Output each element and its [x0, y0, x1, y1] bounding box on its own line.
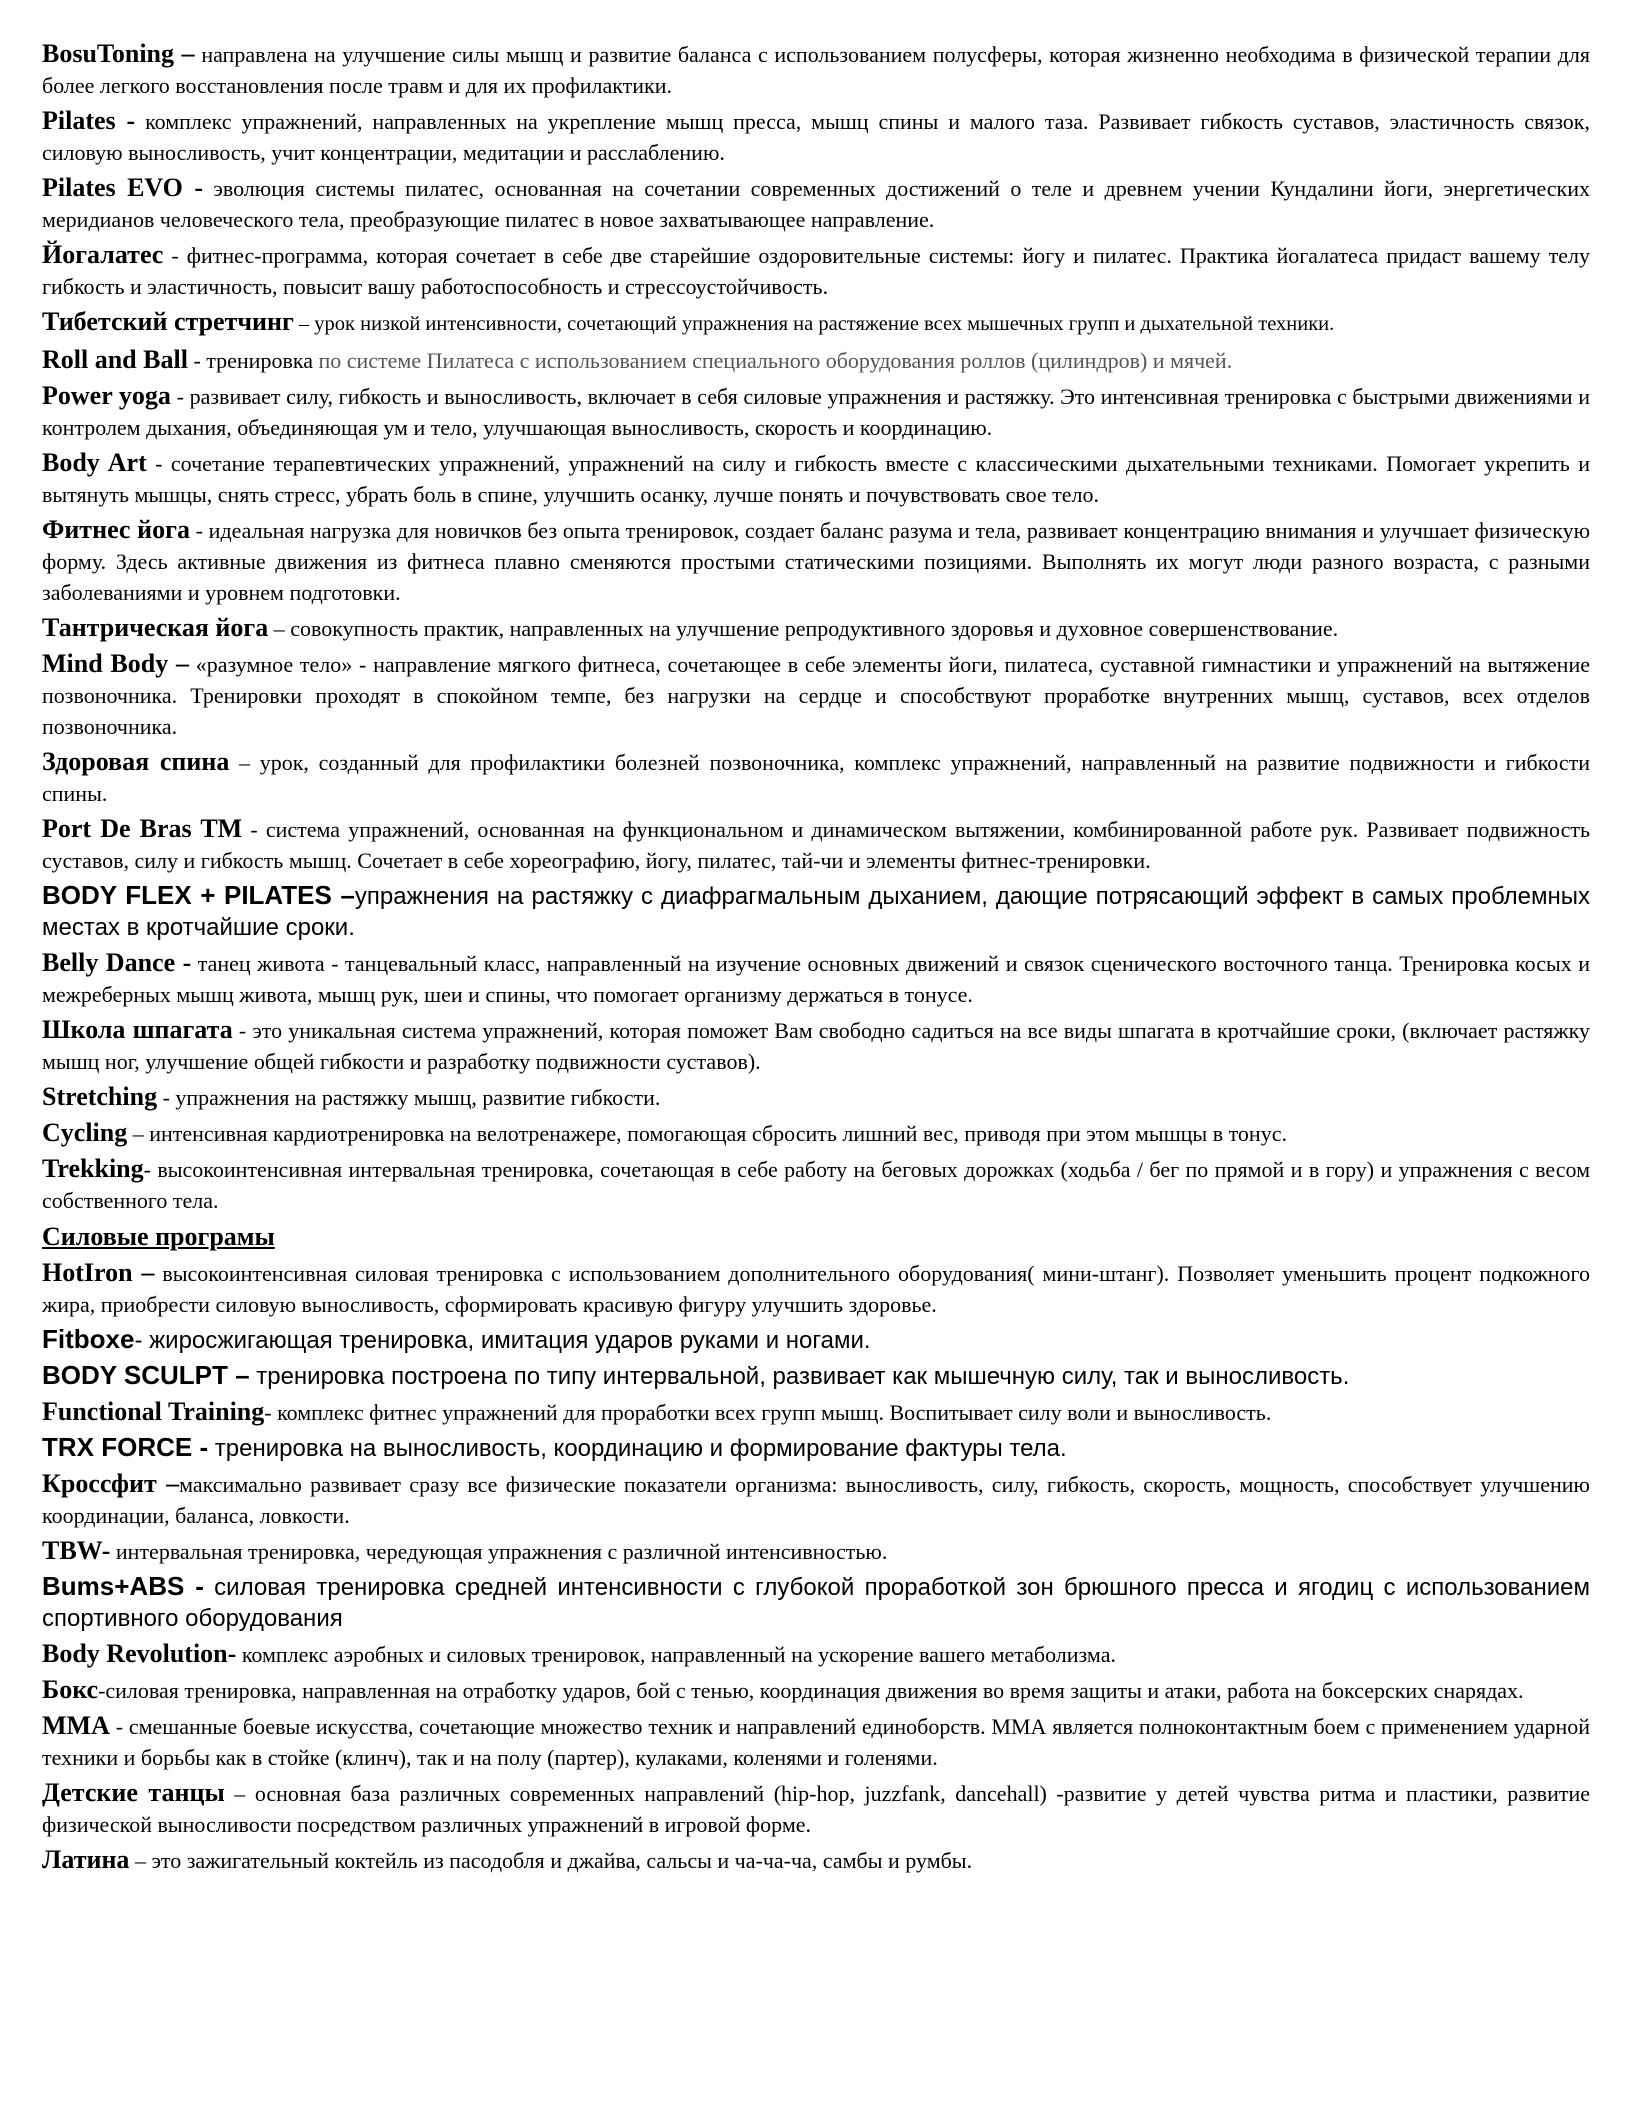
- entry-description: направлена на улучшение силы мышц и развитие баланса с использованием полусферы, которая жизненно необходима в физической терапии для более легкого восстановления после травм и для их профилактики.: [42, 42, 1590, 98]
- entry-trx-force: [42, 1432, 1590, 1464]
- entry-term: Fitboxe: [42, 1324, 135, 1354]
- entry-latina: [42, 1844, 1590, 1876]
- entry-bums-abs: [42, 1571, 1590, 1634]
- entry-fitness-yoga: [42, 514, 1590, 608]
- entry-term: Trekking: [42, 1154, 144, 1183]
- entry-term: HotIron –: [42, 1258, 155, 1287]
- entry-belly-dance: [42, 947, 1590, 1010]
- entry-term: Cycling: [42, 1118, 128, 1147]
- entry-description: - развивает силу, гибкость и выносливость, включает в себя силовые упражнения и растяжку. Это интенсивная тренировка с быстрыми движениями и контролем дыхания, объединяющая ум и тело, улучшающая выносливость, скорость и координацию.: [42, 384, 1590, 440]
- entry-fitboxe: [42, 1324, 1590, 1356]
- entry-term: Pilates -: [42, 106, 136, 135]
- entry-description: - это уникальная система упражнений, которая поможет Вам свободно садиться на все виды шпагата в кротчайшие сроки, (включает растяжку мышц ног, улучшение общей гибкости и разработку подвижности суставов).: [42, 1018, 1590, 1074]
- entry-term: BODY FLEX + PILATES –: [42, 880, 355, 910]
- entry-term: TRX FORCE -: [42, 1432, 209, 1462]
- entry-description: - смешанные боевые искусства, сочетающие множество техник и направлений единоборств. ММА является полноконтактным боем с применением ударной техники и борьбы как в стойке (клинч), так и на полу (партер), кулаками, коленями и голенями.: [42, 1714, 1590, 1770]
- entry-tibetan-stretching: [42, 306, 1590, 340]
- entry-term: ММА: [42, 1711, 110, 1740]
- entry-description: тренировка на выносливость, координацию и формирование фактуры тела.: [208, 1435, 1067, 1462]
- entry-term: Бокс: [42, 1675, 99, 1704]
- entry-power-yoga: [42, 380, 1590, 443]
- entry-term: Roll and Ball: [42, 345, 188, 374]
- entry-term: Port De Bras TM: [42, 814, 243, 843]
- entry-term: Йогалатес: [42, 240, 164, 269]
- entry-term: Stretching: [42, 1082, 158, 1111]
- entry-description-continued: по системе Пилатеса с использованием специального оборудования роллов (цилиндров) и мячей.: [318, 348, 1233, 373]
- entry-description: - тренировка: [187, 348, 319, 373]
- entry-body-sculpt: [42, 1360, 1590, 1392]
- entry-term: Bums+ABS -: [42, 1571, 204, 1601]
- entry-mma: [42, 1710, 1590, 1773]
- entry-split-school: [42, 1014, 1590, 1077]
- entry-term: Body Revolution-: [42, 1639, 237, 1668]
- entry-description: эволюция системы пилатес, основанная на сочетании современных достижений о теле и древнем учении Кундалини йоги, энергетических меридианов человеческого тела, преобразующие пилатес в новое захватывающее направление.: [42, 176, 1590, 232]
- entry-description: -силовая тренировка, направленная на отработку ударов, бой с тенью, координация движения во время защиты и атаки, работа на боксерских снарядах.: [98, 1678, 1524, 1703]
- entry-description: силовая тренировка средней интенсивности с глубокой проработкой зон брюшного пресса и ягодиц с использованием спортивного оборудования: [42, 1574, 1590, 1632]
- entry-description: высокоинтенсивная силовая тренировка с использованием дополнительного оборудования( мини-штанг). Позволяет уменьшить процент подкожного жира, приобрести силовую выносливость, сформировать красивую фигуру улучшить здоровье.: [42, 1261, 1590, 1317]
- entry-functional-training: [42, 1396, 1590, 1428]
- entry-body-revolution: [42, 1638, 1590, 1670]
- entry-term: Functional Training: [42, 1397, 265, 1426]
- entry-kids-dance: [42, 1777, 1590, 1840]
- entry-yogalates: [42, 239, 1590, 302]
- entry-description: - фитнес-программа, которая сочетает в себе две старейшие оздоровительные системы: йогу и пилатес. Практика йогалатеса придаст вашему телу гибкость и эластичность, повысит вашу работоспособность и стрессоустойчивость.: [42, 243, 1590, 299]
- entry-pilates-evo: [42, 172, 1590, 235]
- entry-term: Power yoga: [42, 381, 171, 410]
- entry-term: Тантрическая йога: [42, 613, 269, 642]
- entry-stretching: [42, 1081, 1590, 1113]
- entry-term: Кроссфит –: [42, 1469, 180, 1498]
- entry-description: – основная база различных современных направлений (hip-hop, juzzfank, dancehall) -развитие у детей чувства ритма и пластики, развитие физической выносливости посредством различных упражнений в игровой форме.: [42, 1781, 1590, 1837]
- entry-roll-and-ball: [42, 344, 1590, 376]
- entry-term: TBW-: [42, 1536, 111, 1565]
- entry-term: Body Art: [42, 448, 147, 477]
- entry-bosutoning: [42, 38, 1590, 101]
- entry-hotiron: [42, 1257, 1590, 1320]
- entry-tbw: [42, 1535, 1590, 1567]
- entry-description: тренировка построена по типу интервальной, развивает как мышечную силу, так и выносливость.: [249, 1363, 1350, 1390]
- entry-crossfit: [42, 1468, 1590, 1531]
- entry-description: – урок, созданный для профилактики болезней позвоночника, комплекс упражнений, направленный на развитие подвижности и гибкости спины.: [42, 750, 1590, 806]
- entry-boxing: [42, 1674, 1590, 1706]
- entry-description: – интенсивная кардиотренировка на велотренажере, помогающая сбросить лишний вес, приводя при этом мышцы в тонус.: [127, 1121, 1287, 1146]
- entry-tantric-yoga: [42, 612, 1590, 644]
- entry-description: – урок низкой интенсивности, сочетающий упражнения на растяжение всех мышечных групп и дыхательной техники.: [293, 313, 1335, 335]
- entry-port-de-bras: [42, 813, 1590, 876]
- entry-term: Тибетский стретчинг: [42, 307, 294, 336]
- entry-description: упражнения на растяжку с диафрагмальным дыханием, дающие потрясающий эффект в самых проблемных местах в кротчайшие сроки.: [42, 883, 1590, 941]
- entry-description: комплекс упражнений, направленных на укрепление мышц пресса, мышц спины и малого таза. Развивает гибкость суставов, эластичность связок, силовую выносливость, учит концентрации, медитации и расслаблению.: [42, 109, 1590, 165]
- entry-description: - комплекс фитнес упражнений для проработки всех групп мышц. Воспитывает силу воли и выносливость.: [264, 1400, 1272, 1425]
- entry-term: BosuToning –: [42, 39, 195, 68]
- entry-description: – это зажигательный коктейль из пасодобля и джайва, сальсы и ча-ча-ча, самбы и румбы.: [129, 1848, 973, 1873]
- entry-term: Belly Dance -: [42, 948, 192, 977]
- entry-term: Школа шпагата: [42, 1015, 233, 1044]
- entry-description: максимально развивает сразу все физические показатели организма: выносливость, силу, гибкость, скорость, мощность, способствует улучшению координации, баланса, ловкости.: [42, 1472, 1590, 1528]
- entry-term: Здоровая спина: [42, 747, 230, 776]
- entry-description: танец живота - танцевальный класс, направленный на изучение основных движений и связок сценического восточного танца. Тренировка косых и межреберных мышц живота, мышц рук, шеи и спины, что помогает организму держаться в тонусе.: [42, 951, 1590, 1007]
- entry-pilates: [42, 105, 1590, 168]
- entry-term: BODY SCULPT –: [42, 1360, 250, 1390]
- entry-description: - идеальная нагрузка для новичков без опыта тренировок, создает баланс разума и тела, развивает концентрацию внимания и улучшает физическую форму. Здесь активные движения из фитнеса плавно сменяются простыми статическими позициями. Выполнять их могут люди разного возраста, с разными заболеваниями и уровнем подготовки.: [42, 518, 1591, 605]
- entry-term: Pilates EVO -: [42, 173, 203, 202]
- entry-cycling: [42, 1117, 1590, 1149]
- entry-body-art: [42, 447, 1590, 510]
- entry-mind-body: [42, 648, 1590, 742]
- entry-description: комплекс аэробных и силовых тренировок, направленный на ускорение вашего метаболизма.: [236, 1642, 1116, 1667]
- entry-trekking: [42, 1153, 1590, 1216]
- entry-term: Латина: [42, 1845, 130, 1874]
- entry-description: интервальная тренировка, чередующая упражнения с различной интенсивностью.: [110, 1539, 888, 1564]
- entry-description: - сочетание терапевтических упражнений, упражнений на силу и гибкость вместе с классическими дыхательными техниками. Помогает укрепить и вытянуть мышцы, снять стресс, убрать боль в спине, улучшить осанку, лучше понять и почувствовать свое тело.: [42, 451, 1591, 507]
- entry-description: - система упражнений, основанная на функциональном и динамическом вытяжении, комбинированной работе рук. Развивает подвижность суставов, силу и гибкость мышц. Сочетает в себе хореографию, йогу, пилатес, тай-чи и элементы фитнес-тренировки.: [42, 817, 1591, 873]
- entry-description: - упражнения на растяжку мышц, развитие гибкости.: [157, 1085, 661, 1110]
- entry-term: Mind Body –: [42, 649, 189, 678]
- entry-description: - высокоинтенсивная интервальная тренировка, сочетающая в себе работу на беговых дорожках (ходьба / бег по прямой и в гору) и упражнения с весом собственного тела.: [42, 1157, 1590, 1213]
- entry-term: Фитнес йога: [42, 515, 190, 544]
- entry-description: - жиросжигающая тренировка, имитация ударов руками и ногами.: [134, 1327, 871, 1354]
- entry-description: – совокупность практик, направленных на улучшение репродуктивного здоровья и духовное совершенствование.: [268, 616, 1339, 641]
- entry-term: Детские танцы: [42, 1778, 225, 1807]
- entry-body-flex-pilates: [42, 880, 1590, 943]
- section-heading-strength: Силовые програмы: [42, 1222, 275, 1251]
- entry-description: «разумное тело» - направление мягкого фитнеса, сочетающее в себе элементы йоги, пилатеса, суставной гимнастики и упражнений на вытяжение позвоночника. Тренировки проходят в спокойном темпе, без нагрузки на сердце и способствуют проработке внутренних мышц, суставов, всех отделов позвоночника.: [42, 652, 1590, 739]
- entry-healthy-back: [42, 746, 1590, 809]
